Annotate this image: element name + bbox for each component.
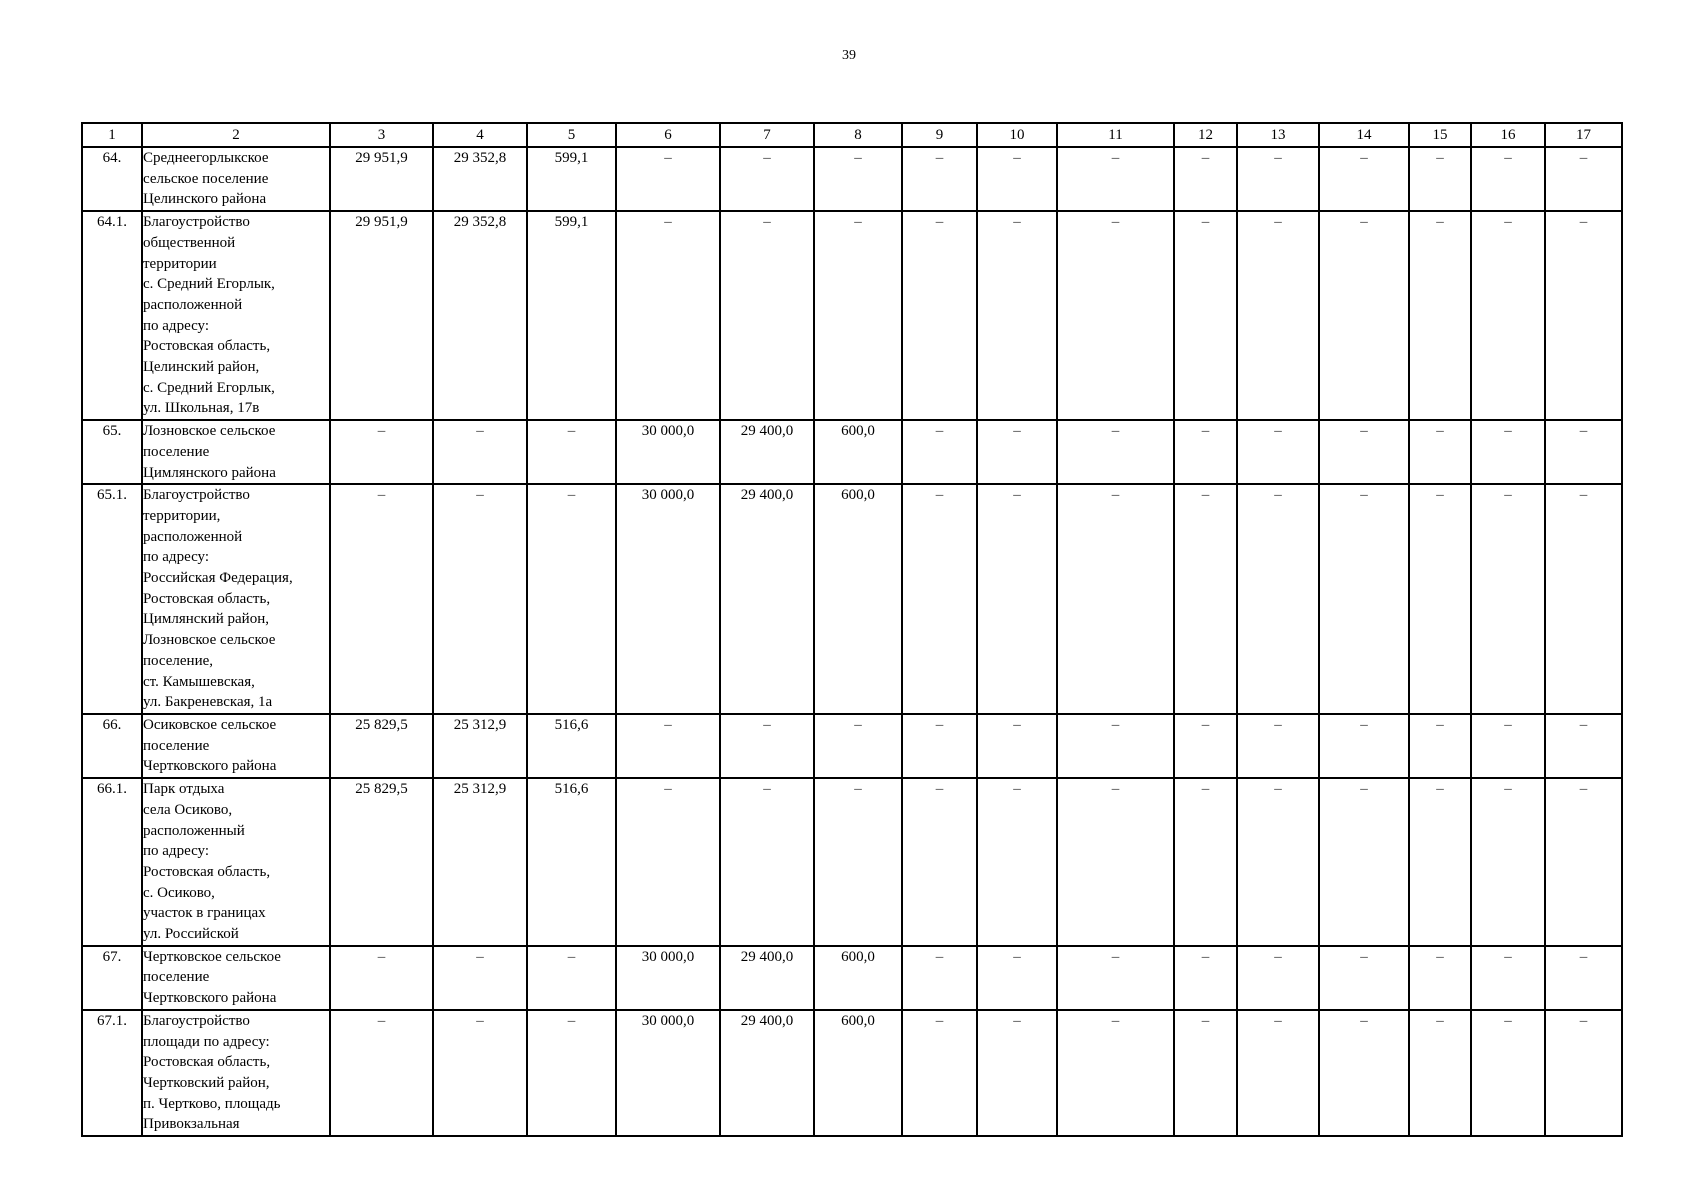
column-number-15: 15 bbox=[1409, 123, 1471, 147]
value-cell-col-12: – bbox=[1174, 714, 1237, 778]
value-cell-col-14: – bbox=[1319, 484, 1409, 714]
value-cell-col-8: – bbox=[814, 147, 902, 211]
value-cell-col-8: 600,0 bbox=[814, 420, 902, 484]
value-cell-col-10: – bbox=[977, 484, 1057, 714]
value-cell-col-7: 29 400,0 bbox=[720, 946, 814, 1010]
row-name-line: Целинский район, bbox=[143, 359, 260, 376]
value-cell-col-7: 29 400,0 bbox=[720, 484, 814, 714]
value-cell-col-12: – bbox=[1174, 778, 1237, 946]
row-name-line: Целинского района bbox=[143, 191, 267, 208]
row-name-line: Чертковского района bbox=[143, 758, 277, 775]
value-cell-col-13: – bbox=[1237, 946, 1319, 1010]
value-cell-col-4: – bbox=[433, 1010, 527, 1136]
value-cell-col-9: – bbox=[902, 1010, 977, 1136]
value-cell-col-4: 29 352,8 bbox=[433, 147, 527, 211]
value-cell-col-11: – bbox=[1057, 484, 1174, 714]
value-cell-col-3: 25 829,5 bbox=[330, 714, 433, 778]
row-name-line: Ростовская область, bbox=[143, 590, 271, 607]
value-cell-col-8: – bbox=[814, 778, 902, 946]
value-cell-col-13: – bbox=[1237, 1010, 1319, 1136]
value-cell-col-15: – bbox=[1409, 484, 1471, 714]
value-cell-col-16: – bbox=[1471, 211, 1545, 420]
column-number-8: 8 bbox=[814, 123, 902, 147]
value-cell-col-14: – bbox=[1319, 147, 1409, 211]
value-cell-col-6: 30 000,0 bbox=[616, 1010, 720, 1136]
value-cell-col-13: – bbox=[1237, 147, 1319, 211]
value-cell-col-6: 30 000,0 bbox=[616, 946, 720, 1010]
value-cell-col-6: – bbox=[616, 211, 720, 420]
row-number: 66.1. bbox=[82, 778, 142, 946]
table-row bbox=[82, 147, 1622, 211]
row-name bbox=[142, 484, 330, 714]
row-name-line: Цимлянский район, bbox=[143, 611, 269, 628]
value-cell-col-16: – bbox=[1471, 714, 1545, 778]
table-row bbox=[82, 946, 1622, 1010]
value-cell-col-11: – bbox=[1057, 778, 1174, 946]
row-name-line: поселение bbox=[143, 737, 210, 754]
value-cell-col-9: – bbox=[902, 946, 977, 1010]
value-cell-col-16: – bbox=[1471, 1010, 1545, 1136]
value-cell-col-14: – bbox=[1319, 714, 1409, 778]
value-cell-col-5: 516,6 bbox=[527, 714, 616, 778]
row-name-line: Среднеегорлыкское bbox=[143, 150, 269, 166]
row-name-line: Привокзальная bbox=[143, 1116, 240, 1133]
value-cell-col-5: 599,1 bbox=[527, 211, 616, 420]
row-name-line: ул. Российской bbox=[143, 926, 239, 943]
table-row bbox=[82, 1010, 1622, 1136]
value-cell-col-11: – bbox=[1057, 147, 1174, 211]
value-cell-col-3: – bbox=[330, 484, 433, 714]
value-cell-col-3: 29 951,9 bbox=[330, 147, 433, 211]
value-cell-col-12: – bbox=[1174, 946, 1237, 1010]
value-cell-col-6: 30 000,0 bbox=[616, 484, 720, 714]
row-name-line: общественной bbox=[143, 234, 236, 251]
column-number-16: 16 bbox=[1471, 123, 1545, 147]
value-cell-col-10: – bbox=[977, 714, 1057, 778]
row-name bbox=[142, 420, 330, 484]
row-name-line: п. Чертково, площадь bbox=[143, 1095, 281, 1112]
column-number-1: 1 bbox=[82, 123, 142, 147]
row-name-line: по адресу: bbox=[143, 317, 210, 334]
table-row bbox=[82, 714, 1622, 778]
row-name-line: поселение bbox=[143, 969, 210, 986]
value-cell-col-10: – bbox=[977, 1010, 1057, 1136]
value-cell-col-9: – bbox=[902, 778, 977, 946]
value-cell-col-16: – bbox=[1471, 147, 1545, 211]
column-number-13: 13 bbox=[1237, 123, 1319, 147]
row-name-line: Парк отдыха bbox=[143, 781, 225, 798]
value-cell-col-14: – bbox=[1319, 211, 1409, 420]
row-name bbox=[142, 211, 330, 420]
row-name-line: Российская Федерация, bbox=[143, 570, 293, 587]
row-name-line: Благоустройство bbox=[143, 1012, 250, 1029]
row-name bbox=[142, 714, 330, 778]
value-cell-col-4: – bbox=[433, 420, 527, 484]
value-cell-col-11: – bbox=[1057, 714, 1174, 778]
row-name-line: поселение, bbox=[143, 652, 214, 669]
row-number: 67. bbox=[82, 946, 142, 1010]
row-name-line: Чертковский район, bbox=[143, 1074, 270, 1091]
value-cell-col-13: – bbox=[1237, 714, 1319, 778]
value-cell-col-6: 30 000,0 bbox=[616, 420, 720, 484]
value-cell-col-14: – bbox=[1319, 420, 1409, 484]
row-name-line: села Осиково, bbox=[143, 801, 233, 818]
column-number-9: 9 bbox=[902, 123, 977, 147]
value-cell-col-9: – bbox=[902, 420, 977, 484]
row-name-line: территории, bbox=[143, 507, 221, 524]
value-cell-col-3: – bbox=[330, 420, 433, 484]
column-number-6: 6 bbox=[616, 123, 720, 147]
value-cell-col-17: – bbox=[1545, 211, 1622, 420]
column-number-5: 5 bbox=[527, 123, 616, 147]
value-cell-col-17: – bbox=[1545, 484, 1622, 714]
value-cell-col-3: – bbox=[330, 1010, 433, 1136]
column-number-11: 11 bbox=[1057, 123, 1174, 147]
value-cell-col-4: – bbox=[433, 484, 527, 714]
value-cell-col-16: – bbox=[1471, 946, 1545, 1010]
row-name-line: Благоустройство bbox=[143, 487, 250, 504]
value-cell-col-8: 600,0 bbox=[814, 484, 902, 714]
budget-table bbox=[81, 122, 1623, 1137]
table-row bbox=[82, 484, 1622, 714]
value-cell-col-5: 516,6 bbox=[527, 778, 616, 946]
row-name-line: участок в границах bbox=[143, 905, 266, 922]
row-name-line: Ростовская область, bbox=[143, 338, 271, 355]
row-name-line: ст. Камышевская, bbox=[143, 673, 255, 690]
value-cell-col-7: – bbox=[720, 714, 814, 778]
row-name bbox=[142, 946, 330, 1010]
value-cell-col-6: – bbox=[616, 714, 720, 778]
row-name-line: по адресу: bbox=[143, 549, 210, 566]
row-name-line: ул. Бакреневская, 1а bbox=[143, 694, 273, 711]
value-cell-col-3: 25 829,5 bbox=[330, 778, 433, 946]
row-name-line: Чертковское сельское bbox=[143, 948, 281, 965]
row-name-line: Осиковское сельское bbox=[143, 716, 277, 733]
row-name bbox=[142, 147, 330, 211]
value-cell-col-17: – bbox=[1545, 714, 1622, 778]
value-cell-col-15: – bbox=[1409, 714, 1471, 778]
row-name-line: поселение bbox=[143, 443, 210, 460]
value-cell-col-4: 29 352,8 bbox=[433, 211, 527, 420]
value-cell-col-15: – bbox=[1409, 946, 1471, 1010]
row-name-line: с. Осиково, bbox=[143, 884, 215, 901]
value-cell-col-15: – bbox=[1409, 778, 1471, 946]
value-cell-col-10: – bbox=[977, 946, 1057, 1010]
value-cell-col-7: 29 400,0 bbox=[720, 1010, 814, 1136]
row-name-line: Чертковского района bbox=[143, 990, 277, 1007]
value-cell-col-7: – bbox=[720, 778, 814, 946]
row-name-line: Ростовская область, bbox=[143, 1054, 271, 1071]
row-name bbox=[142, 1010, 330, 1136]
value-cell-col-15: – bbox=[1409, 1010, 1471, 1136]
value-cell-col-17: – bbox=[1545, 946, 1622, 1010]
page-number: 39 bbox=[842, 48, 856, 63]
value-cell-col-7: – bbox=[720, 147, 814, 211]
value-cell-col-12: – bbox=[1174, 211, 1237, 420]
column-number-12: 12 bbox=[1174, 123, 1237, 147]
value-cell-col-17: – bbox=[1545, 147, 1622, 211]
column-number-10: 10 bbox=[977, 123, 1057, 147]
value-cell-col-17: – bbox=[1545, 420, 1622, 484]
value-cell-col-15: – bbox=[1409, 147, 1471, 211]
value-cell-col-5: 599,1 bbox=[527, 147, 616, 211]
row-name-line: Благоустройство bbox=[143, 214, 250, 231]
value-cell-col-16: – bbox=[1471, 778, 1545, 946]
table-row bbox=[82, 420, 1622, 484]
row-name-line: Лозновское сельское bbox=[143, 423, 276, 440]
value-cell-col-7: 29 400,0 bbox=[720, 420, 814, 484]
row-number: 65. bbox=[82, 420, 142, 484]
value-cell-col-15: – bbox=[1409, 420, 1471, 484]
value-cell-col-13: – bbox=[1237, 778, 1319, 946]
value-cell-col-3: 29 951,9 bbox=[330, 211, 433, 420]
value-cell-col-13: – bbox=[1237, 211, 1319, 420]
value-cell-col-10: – bbox=[977, 420, 1057, 484]
value-cell-col-9: – bbox=[902, 484, 977, 714]
row-name-line: расположенной bbox=[143, 296, 243, 313]
value-cell-col-11: – bbox=[1057, 211, 1174, 420]
column-number-3: 3 bbox=[330, 123, 433, 147]
column-number-7: 7 bbox=[720, 123, 814, 147]
row-name-line: Лозновское сельское bbox=[143, 632, 276, 649]
row-name-line: расположенной bbox=[143, 528, 243, 545]
row-name-line: расположенный bbox=[143, 822, 245, 839]
table-row bbox=[82, 211, 1622, 420]
column-number-17: 17 bbox=[1545, 123, 1622, 147]
table-body bbox=[82, 123, 1622, 1136]
value-cell-col-11: – bbox=[1057, 420, 1174, 484]
value-cell-col-14: – bbox=[1319, 1010, 1409, 1136]
value-cell-col-9: – bbox=[902, 211, 977, 420]
row-name-line: Цимлянского района bbox=[143, 464, 276, 481]
value-cell-col-5: – bbox=[527, 420, 616, 484]
value-cell-col-8: 600,0 bbox=[814, 1010, 902, 1136]
row-name-line: по адресу: bbox=[143, 843, 210, 860]
value-cell-col-11: – bbox=[1057, 946, 1174, 1010]
value-cell-col-10: – bbox=[977, 778, 1057, 946]
row-number: 64.1. bbox=[82, 211, 142, 420]
column-number-2: 2 bbox=[142, 123, 330, 147]
row-name-line: с. Средний Егорлык, bbox=[143, 379, 275, 396]
value-cell-col-13: – bbox=[1237, 484, 1319, 714]
row-number: 64. bbox=[82, 147, 142, 211]
value-cell-col-12: – bbox=[1174, 147, 1237, 211]
value-cell-col-11: – bbox=[1057, 1010, 1174, 1136]
row-name bbox=[142, 778, 330, 946]
value-cell-col-10: – bbox=[977, 147, 1057, 211]
value-cell-col-17: – bbox=[1545, 778, 1622, 946]
value-cell-col-8: – bbox=[814, 714, 902, 778]
value-cell-col-12: – bbox=[1174, 484, 1237, 714]
value-cell-col-5: – bbox=[527, 1010, 616, 1136]
value-cell-col-6: – bbox=[616, 778, 720, 946]
row-number: 66. bbox=[82, 714, 142, 778]
row-number: 65.1. bbox=[82, 484, 142, 714]
value-cell-col-10: – bbox=[977, 211, 1057, 420]
value-cell-col-14: – bbox=[1319, 946, 1409, 1010]
value-cell-col-15: – bbox=[1409, 211, 1471, 420]
value-cell-col-12: – bbox=[1174, 420, 1237, 484]
value-cell-col-9: – bbox=[902, 147, 977, 211]
row-name-line: ул. Школьная, 17в bbox=[143, 400, 260, 417]
value-cell-col-4: 25 312,9 bbox=[433, 778, 527, 946]
column-number-4: 4 bbox=[433, 123, 527, 147]
row-number: 67.1. bbox=[82, 1010, 142, 1136]
value-cell-col-4: – bbox=[433, 946, 527, 1010]
value-cell-col-8: 600,0 bbox=[814, 946, 902, 1010]
row-name-line: с. Средний Егорлык, bbox=[143, 276, 275, 293]
column-number-row bbox=[82, 123, 1622, 147]
value-cell-col-6: – bbox=[616, 147, 720, 211]
table-row bbox=[82, 778, 1622, 946]
value-cell-col-5: – bbox=[527, 946, 616, 1010]
value-cell-col-8: – bbox=[814, 211, 902, 420]
row-name-line: сельское поселение bbox=[143, 170, 269, 187]
column-number-14: 14 bbox=[1319, 123, 1409, 147]
value-cell-col-4: 25 312,9 bbox=[433, 714, 527, 778]
value-cell-col-14: – bbox=[1319, 778, 1409, 946]
row-name-line: Ростовская область, bbox=[143, 863, 271, 880]
value-cell-col-16: – bbox=[1471, 420, 1545, 484]
value-cell-col-7: – bbox=[720, 211, 814, 420]
row-name-line: территории bbox=[143, 255, 217, 272]
value-cell-col-3: – bbox=[330, 946, 433, 1010]
value-cell-col-12: – bbox=[1174, 1010, 1237, 1136]
value-cell-col-5: – bbox=[527, 484, 616, 714]
value-cell-col-13: – bbox=[1237, 420, 1319, 484]
value-cell-col-17: – bbox=[1545, 1010, 1622, 1136]
row-name-line: площади по адресу: bbox=[143, 1033, 270, 1050]
value-cell-col-16: – bbox=[1471, 484, 1545, 714]
value-cell-col-9: – bbox=[902, 714, 977, 778]
